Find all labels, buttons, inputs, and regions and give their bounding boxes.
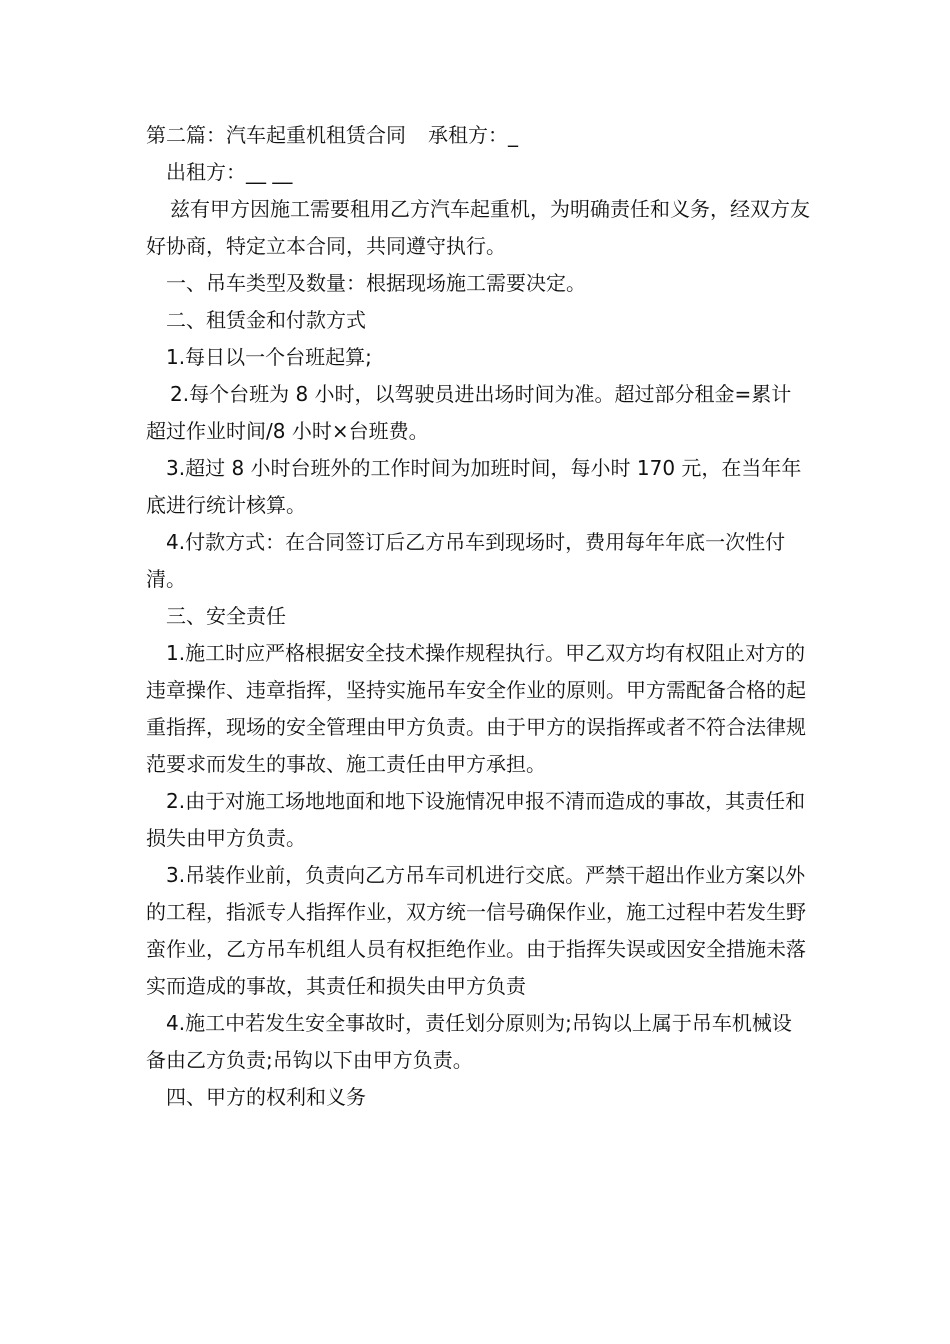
section-1: 一、吊车类型及数量：根据现场施工需要决定。 — [166, 271, 586, 295]
section-3-item-3: 3.吊装作业前，负责向乙方吊车司机进行交底。严禁干超出作业方案以外的工程，指派专人指挥作业，双方统一信号确保作业，施工过程中若发生野蛮作业，乙方吊车机组人员有权拒绝作业。由于指挥失误或因安全措施未落实而造成的事故，其责任和损失由甲方负责 — [146, 863, 806, 998]
section-2-item-4: 4.付款方式：在合同签订后乙方吊车到现场时，费用每年年底一次性付清。 — [146, 530, 786, 591]
section-2-item-1: 1.每日以一个台班起算; — [166, 345, 372, 369]
section-4-heading: 四、甲方的权利和义务 — [166, 1085, 366, 1109]
intro-paragraph: 兹有甲方因施工需要租用乙方汽车起重机，为明确责任和义务，经双方友好协商，特定立本合同，共同遵守执行。 — [146, 197, 810, 258]
section-2-heading: 二、租赁金和付款方式 — [166, 308, 366, 332]
document-title: 第二篇：汽车起重机租赁合同 — [146, 123, 406, 147]
lessor-line: 出租方：__ __ — [166, 160, 293, 184]
section-2-item-3: 3.超过 8 小时台班外的工作时间为加班时间，每小时 170 元，在当年年底进行统计核算。 — [146, 456, 802, 517]
section-3-item-2: 2.由于对施工场地地面和地下设施情况申报不清而造成的事故，其责任和损失由甲方负责。 — [146, 789, 806, 850]
section-3-item-4: 4.施工中若发生安全事故时，责任划分原则为;吊钩以上属于吊车机械设备由乙方负责;吊钩以下由甲方负责。 — [146, 1011, 792, 1072]
section-3-item-1: 1.施工时应严格根据安全技术操作规程执行。甲乙双方均有权阻止对方的违章操作、违章指挥，坚持实施吊车安全作业的原则。甲方需配备合格的起重指挥，现场的安全管理由甲方负责。由于甲方的误指挥或者不符合法律规范要求而发生的事故、施工责任由甲方承担。 — [146, 641, 806, 776]
lessee-line: 承租方：_ — [428, 123, 518, 147]
heading-row — [146, 117, 810, 154]
document-page — [146, 117, 810, 1116]
section-2-item-2: 2.每个台班为 8 小时，以驾驶员进出场时间为准。超过部分租金=累计超过作业时间/8 小时×台班费。 — [146, 382, 792, 443]
section-3-heading: 三、安全责任 — [166, 604, 286, 628]
